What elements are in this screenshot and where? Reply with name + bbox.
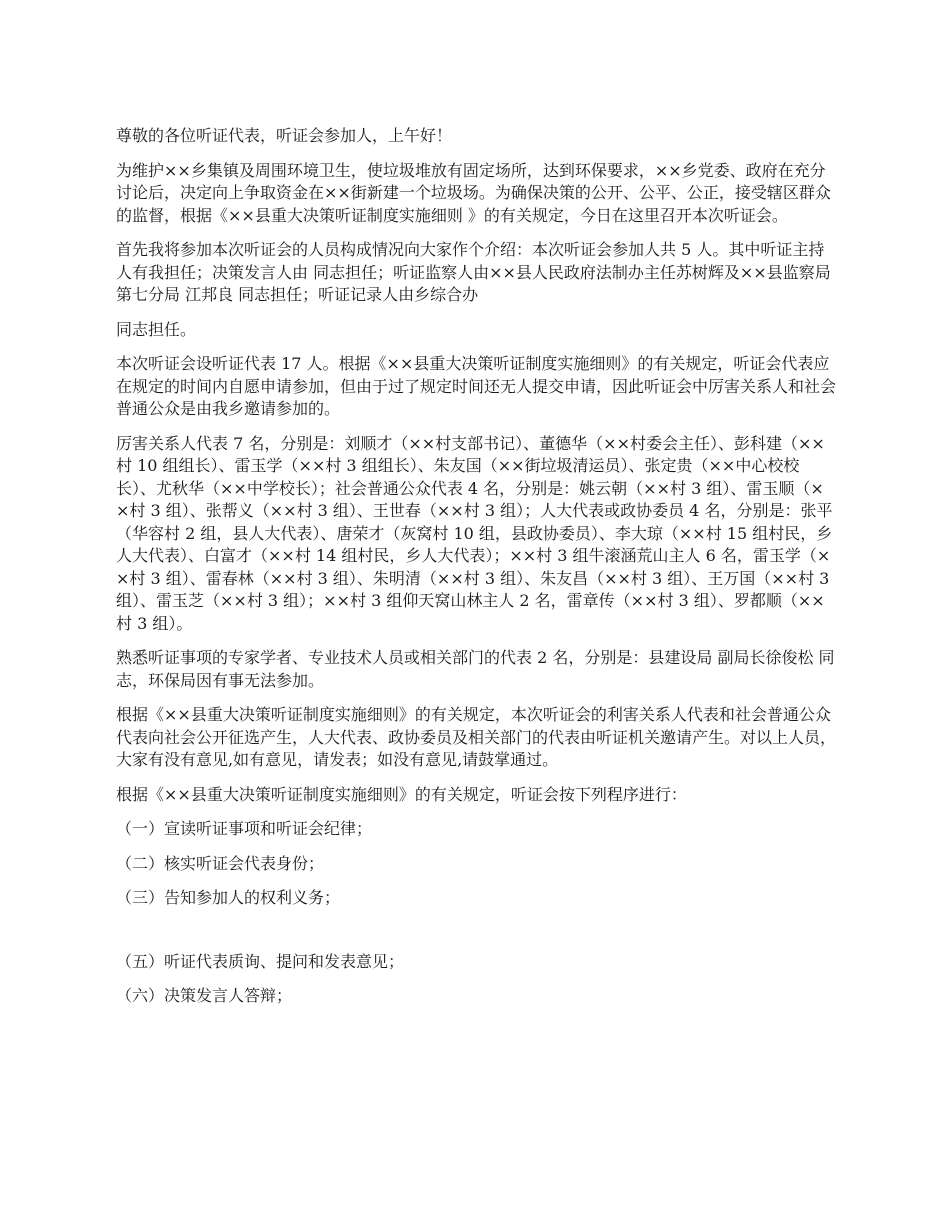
document-body (116, 125, 836, 1020)
background-paragraph: 为维护××乡集镇及周围环境卫生，使垃圾堆放有固定场所，达到环保要求，××乡党委、政府在充分讨论后，决定向上争取资金在××街新建一个垃圾场。为确保决策的公开、公平、公正，接受辖区群众的监督，根据《××县重大决策听证制度实施细则 》的有关规定，今日在这里召开本次听证会。 (116, 160, 831, 225)
procedure-item-5: （五）听证代表质询、提问和发表意见； (116, 951, 405, 971)
personnel-intro-continuation: 同志担任。 (116, 319, 197, 339)
procedure-item-2: （二）核实听证会代表身份； (116, 853, 325, 873)
procedure-item-6: （六）决策发言人答辩； (116, 986, 293, 1005)
representatives-list-paragraph: 厉害关系人代表 7 名，分别是：刘顺才（××村支部书记）、董德华（××村委会主任）、彭科建（××村 10 组组长）、雷玉学（××村 3 组组长）、朱友国（××街垃圾清运员）、张定贵（××中心校校长）、尤秋华（××中学校长）；社会普通公众代表 4 名，分别是：姚云朝（××村 3 组）、雷玉顺（××村 3 组）、张帮义（××村 3 组）、王世春（××村 3 组）；人大代表或政协委员 4 名，分别是：张平（华容村 2 组，县人大代表）、唐荣才（灰窝村 10 组，县政协委员）、李大琼（××村 15 组村民，乡人大代表）、白富才（××村 14 组村民，乡人大代表）；××村 3 组牛滚涵荒山主人 6 名，雷玉学（××村 3 组）、雷春林（××村 3 组）、朱明清（××村 3 组）、朱友昌（××村 3 组）、王万国（××村 3 组）、雷玉芝（××村 3 组）；××村 3 组仰天窝山林主人 2 名，雷章传（××村 3 组）、罗都顺（××村 3 组）。 (116, 433, 833, 633)
procedure-item-3: （三）告知参加人的权利义务； (116, 888, 341, 907)
procedure-intro-paragraph: 根据《××县重大决策听证制度实施细则》的有关规定，听证会按下列程序进行： (116, 784, 687, 804)
greeting-paragraph: 尊敬的各位听证代表，听证会参加人，上午好！ (116, 126, 453, 145)
selection-paragraph: 根据《××县重大决策听证制度实施细则》的有关规定，本次听证会的利害关系人代表和社会普通公众代表向社会公开征选产生，人大代表、政协委员及相关部门的代表由听证机关邀请产生。对以上人员，大家有没有意见,如有意见，请发表；如没有意见,请鼓掌通过。 (116, 705, 837, 769)
personnel-intro-paragraph: 首先我将参加本次听证会的人员构成情况向大家作个介绍：本次听证会参加人共 5 人。其中听证主持人有我担任；决策发言人由 同志担任；听证监察人由××县人民政府法制办主任苏树辉及××县监察局第七分局 江邦良 同志担任；听证记录人由乡综合办 (116, 240, 831, 304)
representatives-count-paragraph: 本次听证会设听证代表 17 人。根据《××县重大决策听证制度实施细则》的有关规定，听证会代表应在规定的时间内自愿申请参加，但由于过了规定时间还无人提交申请，因此听证会中厉害关系人和社会普通公众是由我乡邀请参加的。 (116, 354, 837, 418)
experts-paragraph: 熟悉听证事项的专家学者、专业技术人员或相关部门的代表 2 名，分别是：县建设局 副局长徐俊松 同志，环保局因有事无法参加。 (116, 648, 835, 690)
procedure-item-1: （一）宣读听证事项和听证会纪律； (116, 819, 373, 838)
